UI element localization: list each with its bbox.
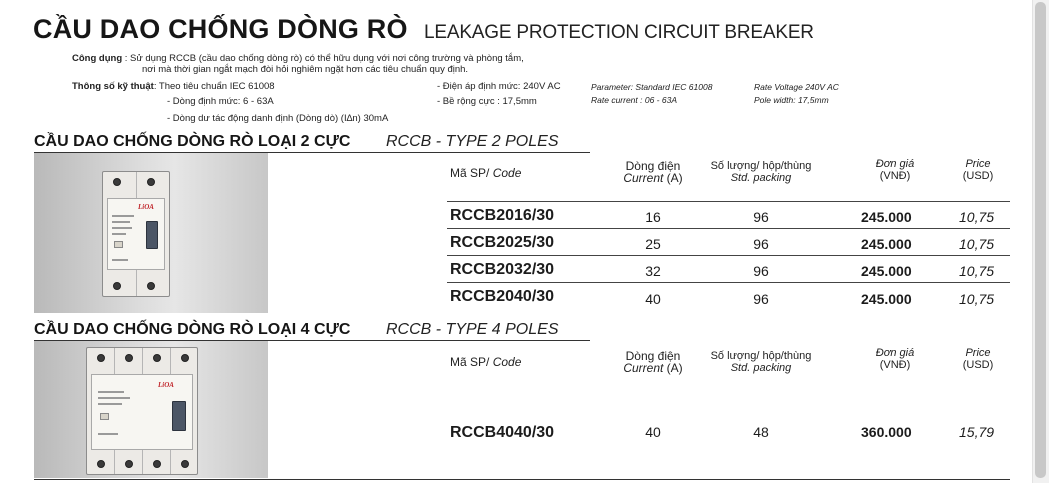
- brand-logo: LiOA: [138, 203, 154, 211]
- terminal-screw: [153, 354, 161, 362]
- product-image-2p: [34, 153, 268, 313]
- printed-text: [112, 259, 128, 261]
- spec-en-rate-current: Rate current : 06 - 63A: [591, 95, 677, 105]
- price-vnd: 245.000: [861, 291, 912, 307]
- specs-label: Thông số kỹ thuật: [72, 81, 154, 92]
- packing-value: 96: [753, 209, 769, 225]
- price-vnd: 360.000: [861, 424, 912, 440]
- product-code: RCCB2025/30: [450, 234, 555, 251]
- header-price-usd: Price (USD): [962, 158, 994, 182]
- price-vnd: 245.000: [861, 263, 912, 279]
- row-divider: [447, 255, 1010, 256]
- header-current: Dòng điện Current (A): [623, 159, 683, 185]
- rccb-4p-device: [86, 347, 198, 475]
- printed-text: [112, 233, 126, 235]
- rccb-2p-device: [102, 171, 170, 297]
- spec-en-pole-width: Pole width: 17,5mm: [754, 95, 829, 105]
- table-2p-top-line: [447, 201, 1010, 202]
- price-usd: 10,75: [959, 291, 995, 307]
- packing-value: 96: [753, 291, 769, 307]
- price-vnd: 245.000: [861, 209, 912, 225]
- header-code: Mã SP/ Code: [450, 166, 522, 180]
- header-code: Mã SP/ Code: [450, 355, 522, 369]
- toggle-lever: [146, 221, 158, 249]
- test-button: [114, 241, 123, 248]
- row-divider: [447, 228, 1010, 229]
- specs-block: Thông số kỹ thuật: Theo tiêu chuẩn IEC 61008: [72, 81, 275, 92]
- header-packing: Số lượng/ hộp/thùng Std. packing: [710, 160, 812, 184]
- product-code: RCCB2040/30: [450, 288, 555, 305]
- section-2p-title: CẦU DAO CHỐNG DÒNG RÒ LOẠI 2 CỰC: [34, 133, 351, 150]
- brand-logo: LiOA: [158, 381, 174, 389]
- packing-value: 96: [753, 236, 769, 252]
- test-button: [100, 413, 109, 420]
- current-value: 25: [645, 236, 661, 252]
- terminal-screw: [147, 282, 155, 290]
- spec-rated-current: - Dòng định mức: 6 - 63A: [167, 96, 274, 107]
- section-2p-subtitle: RCCB - TYPE 2 POLES: [386, 133, 559, 150]
- packing-value: 96: [753, 263, 769, 279]
- current-value: 40: [645, 424, 661, 440]
- printed-text: [112, 227, 132, 229]
- spec-residual: - Dòng dư tác động danh định (Dòng dò) (I∆n) 30mA: [167, 113, 389, 124]
- terminal-screw: [153, 460, 161, 468]
- label-panel: [91, 374, 193, 450]
- terminal-screw: [125, 460, 133, 468]
- terminal-screw: [113, 282, 121, 290]
- header-price-usd: Price (USD): [962, 347, 994, 371]
- printed-text: [112, 221, 130, 223]
- terminal-screw: [97, 460, 105, 468]
- terminal-screw: [147, 178, 155, 186]
- section-4p-title: CẦU DAO CHỐNG DÒNG RÒ LOẠI 4 CỰC: [34, 321, 351, 338]
- price-usd: 10,75: [959, 236, 995, 252]
- usage-label: Công dụng: [72, 53, 123, 64]
- terminal-screw: [113, 178, 121, 186]
- terminal-screw: [181, 354, 189, 362]
- header-packing: Số lượng/ hộp/thùng Std. packing: [710, 350, 812, 374]
- price-vnd: 245.000: [861, 236, 912, 252]
- section-4p-subtitle: RCCB - TYPE 4 POLES: [386, 321, 559, 338]
- terminal-screw: [181, 460, 189, 468]
- header-price-vnd: Đơn giá (VNĐ): [875, 347, 915, 371]
- page-subtitle: LEAKAGE PROTECTION CIRCUIT BREAKER: [424, 22, 814, 43]
- price-usd: 15,79: [959, 424, 995, 440]
- spec-standard: Theo tiêu chuẩn IEC 61008: [158, 81, 275, 92]
- usage-line-2: nơi mà thời gian ngắt mạch đòi hỏi nghiêm ngặt hơn các tiêu chuẩn quy định.: [142, 64, 469, 75]
- price-usd: 10,75: [959, 209, 995, 225]
- label-panel: [107, 198, 165, 270]
- current-value: 16: [645, 209, 661, 225]
- printed-text: [112, 215, 134, 217]
- printed-text: [98, 403, 122, 405]
- printed-text: [98, 433, 118, 435]
- header-current: Dòng điện Current (A): [623, 349, 683, 375]
- packing-value: 48: [753, 424, 769, 440]
- price-usd: 10,75: [959, 263, 995, 279]
- page-title: CẦU DAO CHỐNG DÒNG RÒ: [33, 14, 408, 44]
- scrollbar-thumb[interactable]: [1035, 2, 1046, 478]
- usage-block: Công dụng : Sử dụng RCCB (cầu dao chống dòng rò) có thể hữu dụng với nơi công trường và phòng tắm,: [72, 53, 524, 64]
- product-image-4p: [34, 341, 268, 478]
- spec-pole-width: - Bề rộng cực : 17,5mm: [437, 96, 537, 107]
- spec-voltage: - Điện áp định mức: 240V AC: [437, 81, 561, 92]
- product-code: RCCB2016/30: [450, 207, 555, 224]
- row-divider: [447, 282, 1010, 283]
- spec-en-parameter: Parameter: Standard IEC 61008: [591, 82, 713, 92]
- toggle-lever: [172, 401, 186, 431]
- printed-text: [98, 397, 130, 399]
- current-value: 40: [645, 291, 661, 307]
- terminal-screw: [125, 354, 133, 362]
- terminal-screw: [97, 354, 105, 362]
- current-value: 32: [645, 263, 661, 279]
- product-code: RCCB4040/30: [450, 424, 555, 441]
- product-code: RCCB2032/30: [450, 261, 555, 278]
- header-price-vnd: Đơn giá (VNĐ): [875, 158, 915, 182]
- printed-text: [98, 391, 124, 393]
- page-bottom-line: [34, 479, 1010, 480]
- spec-en-rate-voltage: Rate Voltage 240V AC: [754, 82, 839, 92]
- usage-line-1: Sử dụng RCCB (cầu dao chống dòng rò) có thể hữu dụng với nơi công trường và phòng tắm,: [130, 53, 524, 64]
